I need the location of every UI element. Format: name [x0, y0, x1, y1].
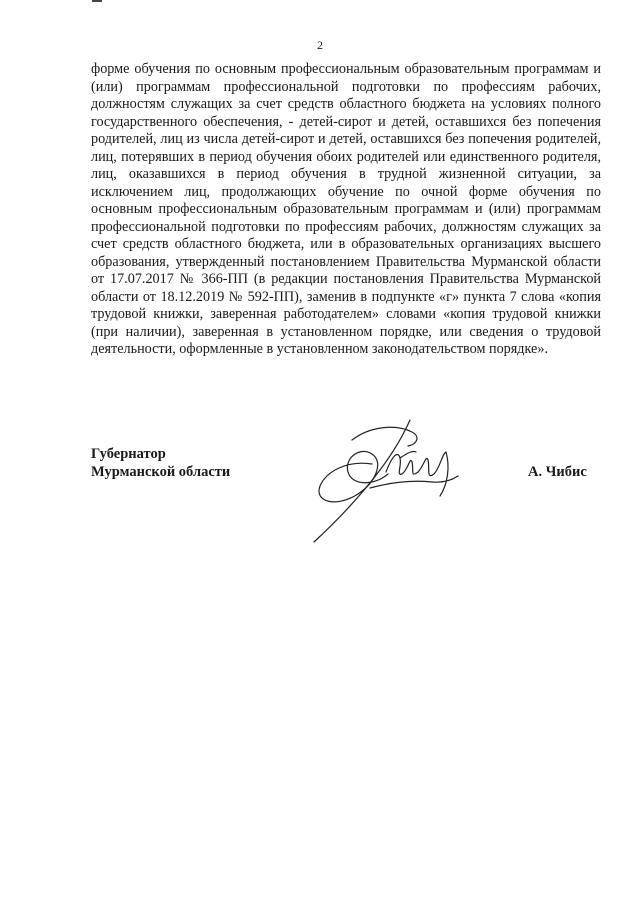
document-body [91, 61, 601, 359]
page-number: 2 [317, 38, 323, 52]
scan-corner-mark [92, 0, 102, 2]
signer-title-line-2: Мурманской области [91, 464, 231, 480]
signature-icon [300, 410, 470, 545]
signer-name: А. Чибис [528, 464, 587, 480]
signer-title [91, 445, 230, 481]
body-paragraph: форме обучения по основным профессиональным образовательным программам и (или) программам профессиональной подготовки по профессиям рабочих, должностям служащих за счет средств областного бюджета на условиях полного государственного обеспечения, - детей-сирот и детей, оставшихся без попечения родителей, лиц из числа детей-сирот и детей, оставшихся без попечения родителей, лиц, потерявших в период обучения обоих родителей или единственного родителя, лиц, оказавшихся в период обучения в трудной жизненной ситуации, за исключением лиц, продолжающих обучение по очной форме обучения по основным профессиональным образовательным программам и (или) программам профессиональной подготовки по профессиям рабочих, должностям служащих за счет средств областного бюджета, или в образовательных организациях высшего образования, утвержденный постановлением Правительства Мурманской области от 17.07.2017 № 366-ПП (в редакции постановления Правительства Мурманской области от 18.12.2019 № 592-ПП), заменив в подпункте «г» пункта 7 слова «копия трудовой книжки, заверенная работодателем» словами «копия трудовой книжки (при наличии), заверенная в установленном порядке, или сведения о трудовой деятельности, оформленные в установленном законодательством порядке». [91, 61, 601, 357]
signer-title-line-1: Губернатор [91, 446, 166, 462]
